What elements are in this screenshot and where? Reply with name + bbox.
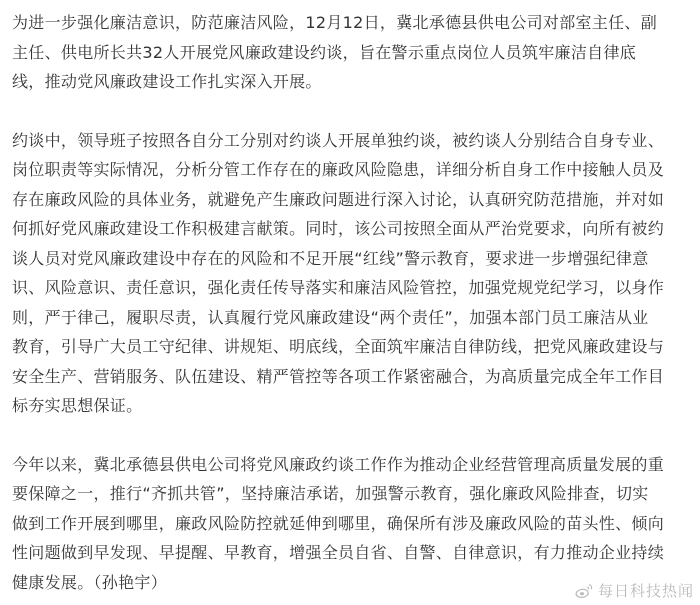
paragraph-line: 要保障之一，推行“齐抓共管”，坚持廉洁承诺，加强警示教育，强化廉政风险排查，切实 <box>12 484 649 503</box>
paragraph-summary <box>12 450 692 598</box>
paragraph-interview <box>12 126 692 421</box>
paragraph-line: 性问题做到早发现、早提醒、早教育，增强全员自省、自警、自律意识，有力推动企业持续 <box>12 543 665 562</box>
paragraph-line: 安全生产、营销服务、队伍建设、精严管控等各项工作紧密融合，为高质量完成全年工作目 <box>12 366 665 386</box>
paragraph-intro <box>12 8 692 97</box>
paragraph-line: 何抓好党风廉政建设工作积极建言献策。同时，该公司按照全面从严治党要求，向所有被约 <box>12 219 665 238</box>
paragraph-line: 约谈中，领导班子按照各自分工分别对约谈人开展单独约谈，被约谈人分别结合自身专业、 <box>12 130 665 150</box>
watermark <box>574 580 694 601</box>
paragraph-line: 主任、供电所长共32人开展党风廉政建设约谈，旨在警示重点岗位人员筑牢廉洁自律底 <box>12 42 637 62</box>
watermark-text: 每日科技热闻 <box>597 582 694 600</box>
article-body <box>12 8 692 597</box>
paragraph-line: 为进一步强化廉洁意识，防范廉洁风险，12月12日，冀北承德县供电公司对部室主任、副 <box>12 13 658 32</box>
paragraph-line: 做到工作开展到哪里，廉政风险防控就延伸到哪里，确保所有涉及廉政风险的苗头性、倾向 <box>12 513 665 533</box>
paragraph-line: 健康发展。（孙艳宇） <box>12 572 168 592</box>
paragraph-line: 则，严于律己，履职尽责，认真履行党风廉政建设“两个责任”，加强本部门员工廉洁从业 <box>12 307 649 327</box>
paragraph-line: 岗位职责等实际情况，分析分管工作存在的廉政风险隐患，详细分析自身工作中接触人员及 <box>12 160 665 179</box>
paragraph-line: 存在廉政风险的具体业务，就避免产生廉政问题进行深入讨论，认真研究防范措施，并对如 <box>12 189 665 209</box>
paragraph-line: 标夯实思想保证。 <box>12 396 143 415</box>
paragraph-line: 今年以来，冀北承德县供电公司将党风廉政约谈工作作为推动企业经营管理高质量发展的重 <box>12 454 665 474</box>
paragraph-line: 谈人员对党风廉政建设中存在的风险和不足开展“红线”警示教育，要求进一步增强纪律意 <box>12 248 649 268</box>
paragraph-line: 教育，引导广大员工守纪律、讲规矩、明底线，全面筑牢廉洁自律防线，把党风廉政建设与 <box>12 337 665 356</box>
paragraph-line: 线，推动党风廉政建设工作扎实深入开展。 <box>12 72 322 91</box>
weibo-logo-icon <box>574 581 594 601</box>
paragraph-line: 识、风险意识、责任意识，强化责任传导落实和廉洁风险管控，加强党规党纪学习，以身作 <box>12 278 665 297</box>
